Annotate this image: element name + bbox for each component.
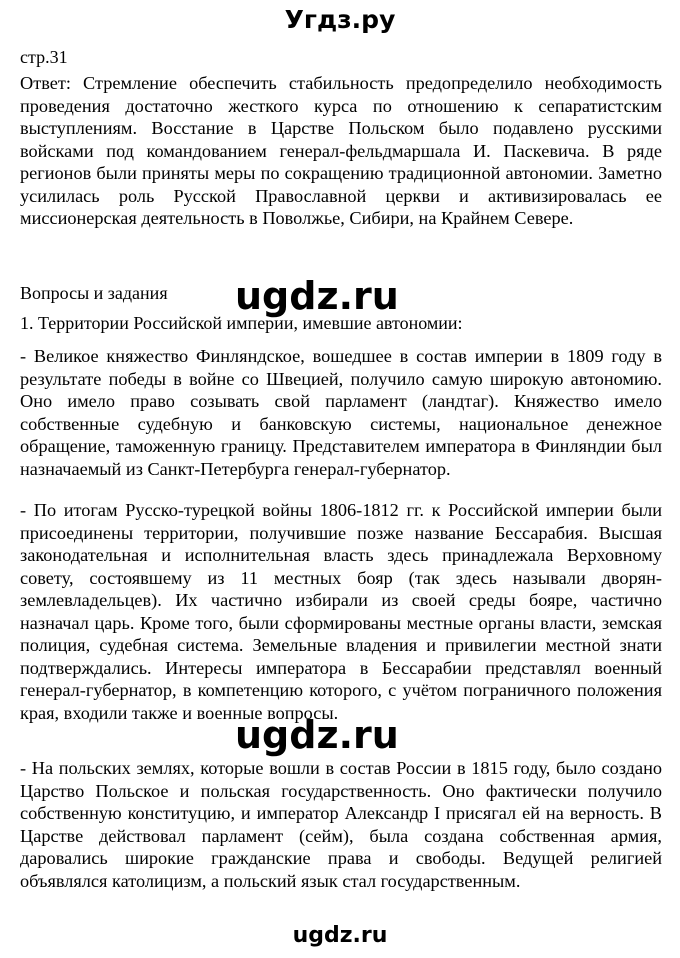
page-reference: стр.31 (20, 47, 68, 67)
answer-paragraph: Ответ: Стремление обеспечить стабильность предопределило необходимость проведения достаточно жесткого курса по отношению к сепаратистским выступлениям. Восстание в Царстве Польском было подавлено русскими войсками под командованием генерал-фельдмаршала И. Паскевича. В ряде регионов были приняты меры по сокращению традиционной автономии. Заметно усилилась роль Русской Православной церкви и активизировалась ее миссионерская деятельность в Поволжье, Сибири, на Крайнем Севере. (20, 73, 662, 228)
watermark-logo: ugdz.ru (235, 274, 399, 318)
question-heading: 1. Территории Российской империи, имевшие автономии: (20, 313, 463, 333)
list-item-poland: - На польских землях, которые вошли в состав России в 1815 году, было создано Царство Польское и польская государственность. Оно фактически получило собственную конституцию, и император Александр I присягал ей на верность. В Царстве действовал парламент (сейм), была создана собственная армия, даровались широкие гражданские права и свободы. Ведущей религией объявлялся католицизм, а польский язык стал государственным. (20, 758, 662, 891)
section-heading: Вопросы и задания (20, 283, 168, 303)
list-item-finland: - Великое княжество Финляндское, вошедшее в состав империи в 1809 году в результате победы в войне со Швецией, получило самую широкую автономию. Оно имело право созывать свой парламент (ландтаг). Княжество имело собственные судебную и банковскую системы, национальное денежное обращение, таможенную границу. Представителем императора в Финляндии был назначаемый из Санкт-Петербурга генерал-губернатор. (20, 346, 662, 479)
site-title: Угдз.ру (284, 5, 396, 34)
list-item-bessarabia: - По итогам Русско-турецкой войны 1806-1812 гг. к Российской империи были присоединены территории, получившие позже название Бессарабия. Высшая законодательная и исполнительная власть здесь принадлежала Верховному совету, состоявшему из 11 местных бояр (так здесь называли дворян-землевладельцев). Их частично избирали из своей среды бояре, частично назначал царь. Кроме того, были сформированы местные органы власти, земская полиция, судебная система. Земельные владения и привилегии местной знати подтверждались. Интересы императора в Бессарабии представлял военный генерал-губернатор, в компетенцию которого, с учётом пограничного положения края, входили также и военные вопросы. (20, 500, 662, 723)
watermark-logo: ugdz.ru (235, 713, 399, 757)
footer-watermark: ugdz.ru (292, 923, 388, 948)
